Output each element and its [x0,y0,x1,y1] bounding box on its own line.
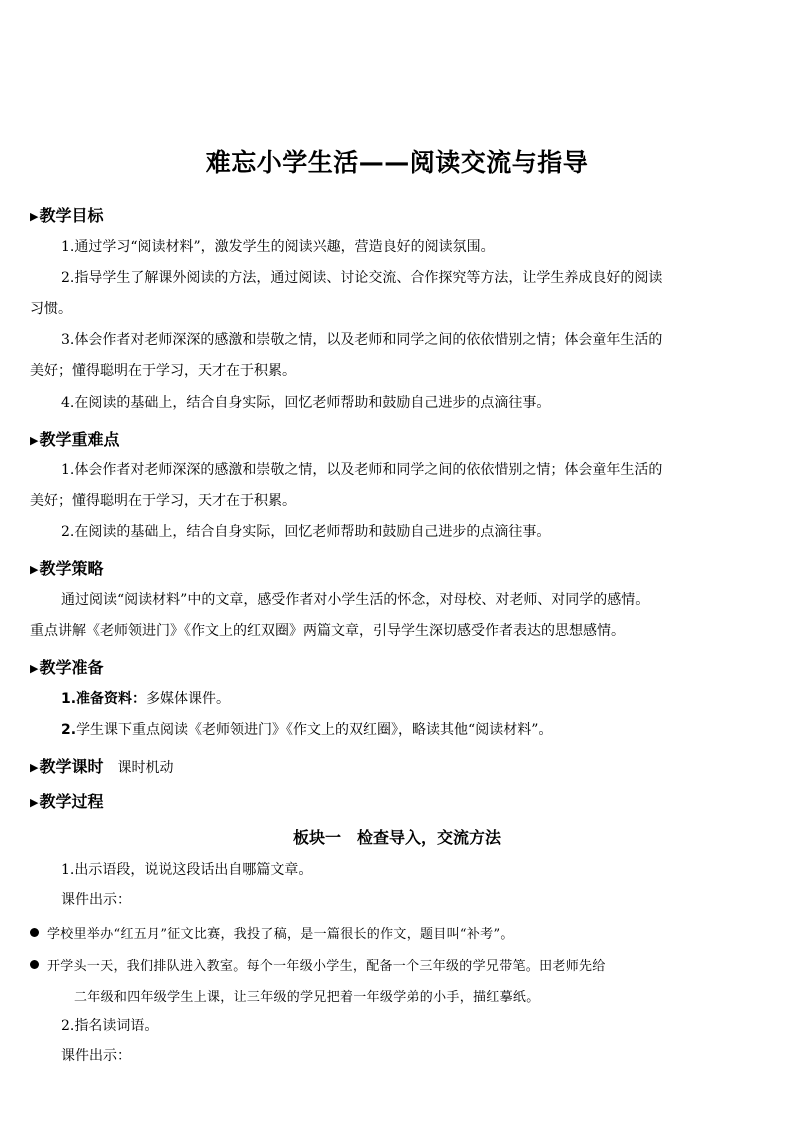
section-heading-goals: ▶教学目标 [30,206,104,225]
triangle-bullet-icon: ▶ [30,210,39,223]
courseware-label-2: 课件出示： [61,1048,131,1064]
preparation-item-1 [61,689,230,709]
section-heading-key-points: ▶教学重难点 [30,430,120,449]
courseware-bullet-2-cont: 二年级和四年级学生上课，让三年级的学兄把着一年级学弟的小手，描红摹纸。 [74,990,540,1005]
page-title: 难忘小学生活——阅读交流与指导 [205,148,589,177]
key-point-item-1: 1.体会作者对老师深深的感激和崇敬之情，以及老师和同学之间的依依惜别之情；体会童年生活的 [61,462,663,478]
triangle-bullet-icon: ▶ [30,796,39,809]
hours-value: 课时机动 [117,760,174,776]
block-one-title: 板块一 检查导入，交流方法 [292,828,501,847]
bullet-dot-icon [30,928,39,937]
courseware-label-1: 课件出示： [61,892,131,908]
section-heading-preparation: ▶教学准备 [30,658,104,677]
courseware-bullet-2: 开学头一天，我们排队进入教室。每个一年级小学生，配备一个三年级的学兄带笔。田老师先给 [30,955,606,974]
key-point-item-2: 2.在阅读的基础上，结合自身实际，回忆老师帮助和鼓励自己进步的点滴往事。 [61,524,551,540]
strategy-paragraph-line-2: 重点讲解《老师领进门》《作文上的红双圈》两篇文章，引导学生深切感受作者表达的思想感情。 [30,623,625,639]
preparation-item-2 [61,720,552,740]
process-step-2: 2.指名读词语。 [61,1018,159,1034]
preparation-item-2-text: 学生课下重点阅读《老师领进门》《作文上的双红圈》，略读其他“阅读材料”。 [76,722,553,738]
strategy-paragraph-line-1: 通过阅读“阅读材料”中的文章，感受作者对小学生活的怀念，对母校、对老师、对同学的感情。 [61,592,650,608]
triangle-bullet-icon: ▶ [30,434,39,447]
goal-item-3: 3.体会作者对老师深深的感激和崇敬之情，以及老师和同学之间的依依惜别之情；体会童年生活的 [61,332,663,348]
key-point-item-1-cont: 美好；懂得聪明在于学习，天才在于积累。 [30,493,296,509]
bullet-dot-icon [30,960,39,969]
section-heading-process: ▶教学过程 [30,792,104,811]
preparation-item-1-label: 1.准备资料： [61,691,147,707]
preparation-item-1-text: 多媒体课件。 [146,691,231,707]
triangle-bullet-icon: ▶ [30,761,39,774]
process-step-1: 1.出示语段，说说这段话出自哪篇文章。 [61,862,313,878]
triangle-bullet-icon: ▶ [30,662,39,675]
section-heading-strategy: ▶教学策略 [30,559,104,578]
goal-item-1: 1.通过学习“阅读材料”，激发学生的阅读兴趣，营造良好的阅读氛围。 [61,239,495,255]
courseware-bullet-1: 学校里举办“红五月”征文比赛，我投了稿，是一篇很长的作文，题目叫“补考”。 [30,923,514,942]
section-heading-hours: ▶教学课时 课时机动 [30,757,174,776]
goal-item-2-cont: 习惯。 [30,301,72,317]
goal-item-4: 4.在阅读的基础上，结合自身实际，回忆老师帮助和鼓励自己进步的点滴往事。 [61,395,551,411]
triangle-bullet-icon: ▶ [30,563,39,576]
goal-item-3-cont: 美好；懂得聪明在于学习，天才在于积累。 [30,363,296,379]
preparation-item-2-number: 2. [61,722,77,738]
goal-item-2: 2.指导学生了解课外阅读的方法，通过阅读、讨论交流、合作探究等方法，让学生养成良好的阅读 [61,270,663,286]
